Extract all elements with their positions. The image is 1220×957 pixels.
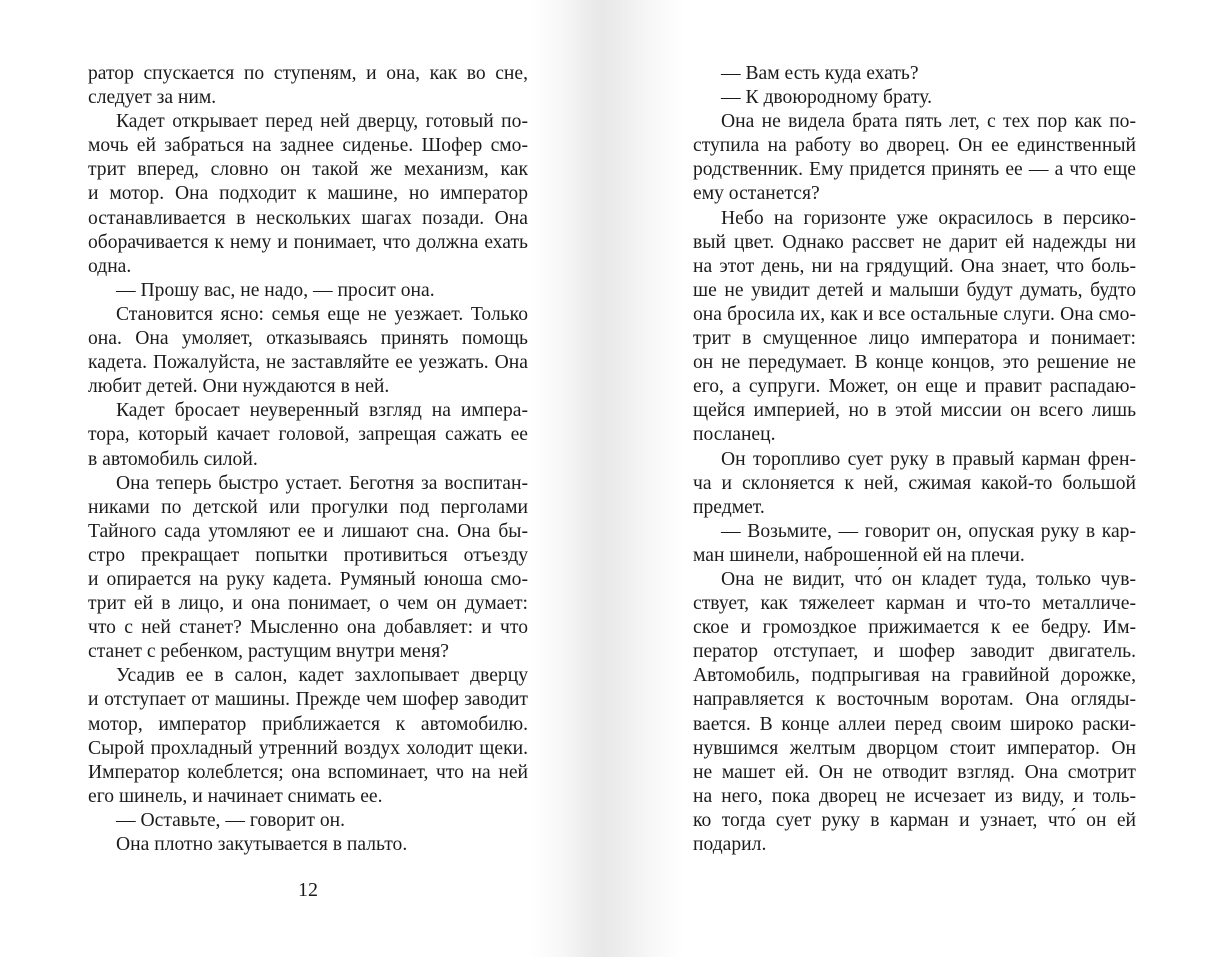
text-line: ступила на работу во дворец. Он ее единственный	[693, 135, 1136, 157]
text-line: оборачивается к нему и понимает, что должна ехать	[88, 231, 528, 253]
text-line: и мотор. Она подходит к машине, но император	[88, 183, 528, 205]
text-line: Она не видела брата пять лет, с тех пор как по-	[721, 111, 1136, 133]
text-line: направляется к восточным воротам. Она огляды-	[693, 689, 1136, 711]
left-page-text	[88, 62, 528, 857]
text-line: станет с ребенком, растущим внутри меня?	[88, 641, 449, 663]
text-line: ское и громоздкое прижимается к ее бедру. Им-	[693, 617, 1136, 639]
text-line: он не передумает. В конце концов, это решение не	[693, 352, 1136, 374]
text-line: его, а супруги. Может, он еще и правит распадаю-	[693, 376, 1136, 398]
text-line: она. Она умоляет, отказываясь принять помощь	[88, 328, 528, 350]
text-line: нувшимся желтым дворцом стоит император. Он	[693, 737, 1136, 759]
text-line: Она плотно закутывается в пальто.	[116, 834, 408, 855]
text-line: любит детей. Они нуждаются в ней.	[88, 376, 390, 398]
text-line: Она не видит, что́ он кладет туда, только чув-	[721, 568, 1136, 590]
text-line: Небо на горизонте уже окрасилось в персико-	[721, 207, 1136, 229]
text-line: мотор, император приближается к автомобилю.	[88, 713, 528, 735]
text-line: ему останется?	[693, 183, 820, 205]
text-line: Кадет открывает перед ней дверцу, готовый по-	[116, 111, 528, 133]
text-line: вается. В конце аллеи перед своим широко раски-	[693, 713, 1136, 735]
text-line: предмет.	[693, 496, 765, 518]
text-line: Он торопливо сует руку в правый карман френ-	[721, 448, 1136, 470]
text-line: она бросила их, как и все остальные слуги. Она смо-	[693, 303, 1136, 325]
right-page-text	[693, 62, 1136, 857]
text-line: ствует, как тяжелеет карман и что-то металличе-	[693, 593, 1136, 615]
text-line: не машет ей. Он не отводит взгляд. Она смотрит	[693, 761, 1136, 783]
text-line: на него, пока дворец не исчезает из виду, и толь-	[693, 785, 1136, 807]
text-line: мочь ей забраться на заднее сиденье. Шофер смо-	[88, 135, 528, 157]
text-line: ча и склоняется к ней, сжимая какой-то большой	[693, 472, 1136, 494]
text-line: родственник. Ему придется принять ее — а что еще	[693, 159, 1136, 181]
text-line: трит ей в лицо, и она понимает, о чем он думает:	[88, 593, 528, 615]
text-line: трит вперед, словно он такой же механизм, как	[88, 159, 528, 181]
text-line: никами по детской или прогулки под перголами	[88, 496, 528, 518]
text-line: вый цвет. Однако рассвет не дарит ей надежды ни	[693, 231, 1136, 253]
text-line: трит в смущенное лицо императора и понимает:	[693, 328, 1136, 350]
text-line: Усадив ее в салон, кадет захлопывает дверцу	[116, 665, 528, 687]
text-line: и опирается на руку кадета. Румяный юноша смо-	[88, 568, 528, 590]
text-line: стро прекращает попытки противиться отъезду	[88, 544, 528, 566]
text-line: — Вам есть куда ехать?	[721, 63, 919, 84]
text-line: ко тогда сует руку в карман и узнает, что́ он ей	[693, 809, 1136, 831]
text-line: Кадет бросает неуверенный взгляд на импера-	[116, 400, 528, 422]
page-gutter-shadow	[528, 0, 684, 957]
text-line: ман шинели, наброшенной ей на плечи.	[693, 544, 1025, 566]
text-line: кадета. Пожалуйста, не заставляйте ее уезжать. Она	[88, 352, 528, 374]
text-line: подарил.	[693, 834, 767, 855]
text-line: Тайного сада утомляют ее и лишают сна. Она бы-	[88, 520, 528, 542]
text-line: что с ней станет? Мысленно она добавляет: и что	[88, 617, 528, 639]
text-line: — Прошу вас, не надо, — просит она.	[116, 279, 435, 301]
text-line: ше не увидит детей и малыши будут думать, будто	[693, 279, 1136, 301]
text-line: Сырой прохладный утренний воздух холодит щеки.	[88, 737, 528, 759]
text-line: щейся империей, но в этой миссии он всего лишь	[693, 400, 1136, 422]
text-line: останавливается в нескольких шагах позади. Она	[88, 207, 528, 229]
text-line: и отступает от машины. Прежде чем шофер заводит	[88, 689, 528, 711]
text-line: ператор отступает, и шофер заводит двигатель.	[693, 641, 1136, 663]
text-line: следует за ним.	[88, 87, 217, 109]
text-line: его шинель, и начинает снимать ее.	[88, 785, 383, 807]
text-line: одна.	[88, 255, 132, 277]
text-line: тора, который качает головой, запрещая сажать ее	[88, 424, 528, 446]
page-number: 12	[298, 879, 318, 901]
text-line: посланец.	[693, 424, 776, 446]
text-line: в автомобиль силой.	[88, 448, 258, 470]
text-line: на этот день, ни на грядущий. Она знает, что боль-	[693, 255, 1136, 277]
text-line: ратор спускается по ступеням, и она, как во сне,	[88, 63, 528, 84]
text-line: Император колеблется; она вспоминает, что на ней	[88, 761, 528, 783]
text-line: Становится ясно: семья еще не уезжает. Только	[116, 303, 528, 325]
text-line: Автомобиль, подпрыгивая на гравийной дорожке,	[693, 665, 1136, 687]
text-line: Она теперь быстро устает. Беготня за воспитан-	[116, 472, 528, 494]
text-line: — Возьмите, — говорит он, опуская руку в кар-	[721, 520, 1136, 542]
text-line: — К двоюродному брату.	[721, 87, 932, 109]
text-line: — Оставьте, — говорит он.	[116, 809, 346, 831]
